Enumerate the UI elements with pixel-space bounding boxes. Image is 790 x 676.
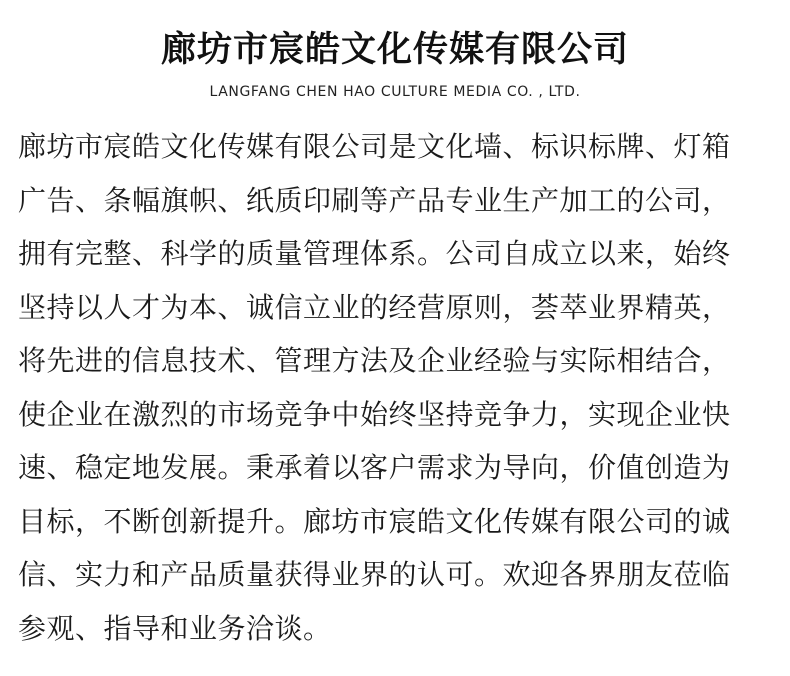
company-subtitle: LANGFANG CHEN HAO CULTURE MEDIA CO. , LTD. bbox=[209, 84, 581, 100]
description-line: 将先进的信息技术、管理方法及企业经验与实际相结合， bbox=[18, 344, 731, 377]
description-line: 目标，不断创新提升。廊坊市宸皓文化传媒有限公司的诚 bbox=[18, 504, 731, 538]
company-description bbox=[18, 120, 788, 655]
description-line: 拥有完整、科学的质量管理体系。公司自成立以来，始终 bbox=[18, 237, 731, 270]
description-line: 信、实力和产品质量获得业界的认可。欢迎各界朋友莅临 bbox=[18, 558, 731, 591]
description-line: 坚持以人才为本、诚信立业的经营原则，荟萃业界精英， bbox=[18, 290, 731, 324]
description-line: 廊坊市宸皓文化传媒有限公司是文化墙、标识标牌、灯箱 bbox=[18, 130, 731, 163]
description-line: 使企业在激烈的市场竞争中始终坚持竞争力，实现企业快 bbox=[18, 397, 731, 431]
description-line: 速、稳定地发展。秉承着以客户需求为导向，价值创造为 bbox=[18, 451, 731, 484]
description-line: 参观、指导和业务洽谈。 bbox=[18, 611, 332, 645]
company-title: 廊坊市宸皓文化传媒有限公司 bbox=[160, 30, 629, 70]
description-line: 广告、条幅旗帜、纸质印刷等产品专业生产加工的公司， bbox=[18, 183, 731, 217]
